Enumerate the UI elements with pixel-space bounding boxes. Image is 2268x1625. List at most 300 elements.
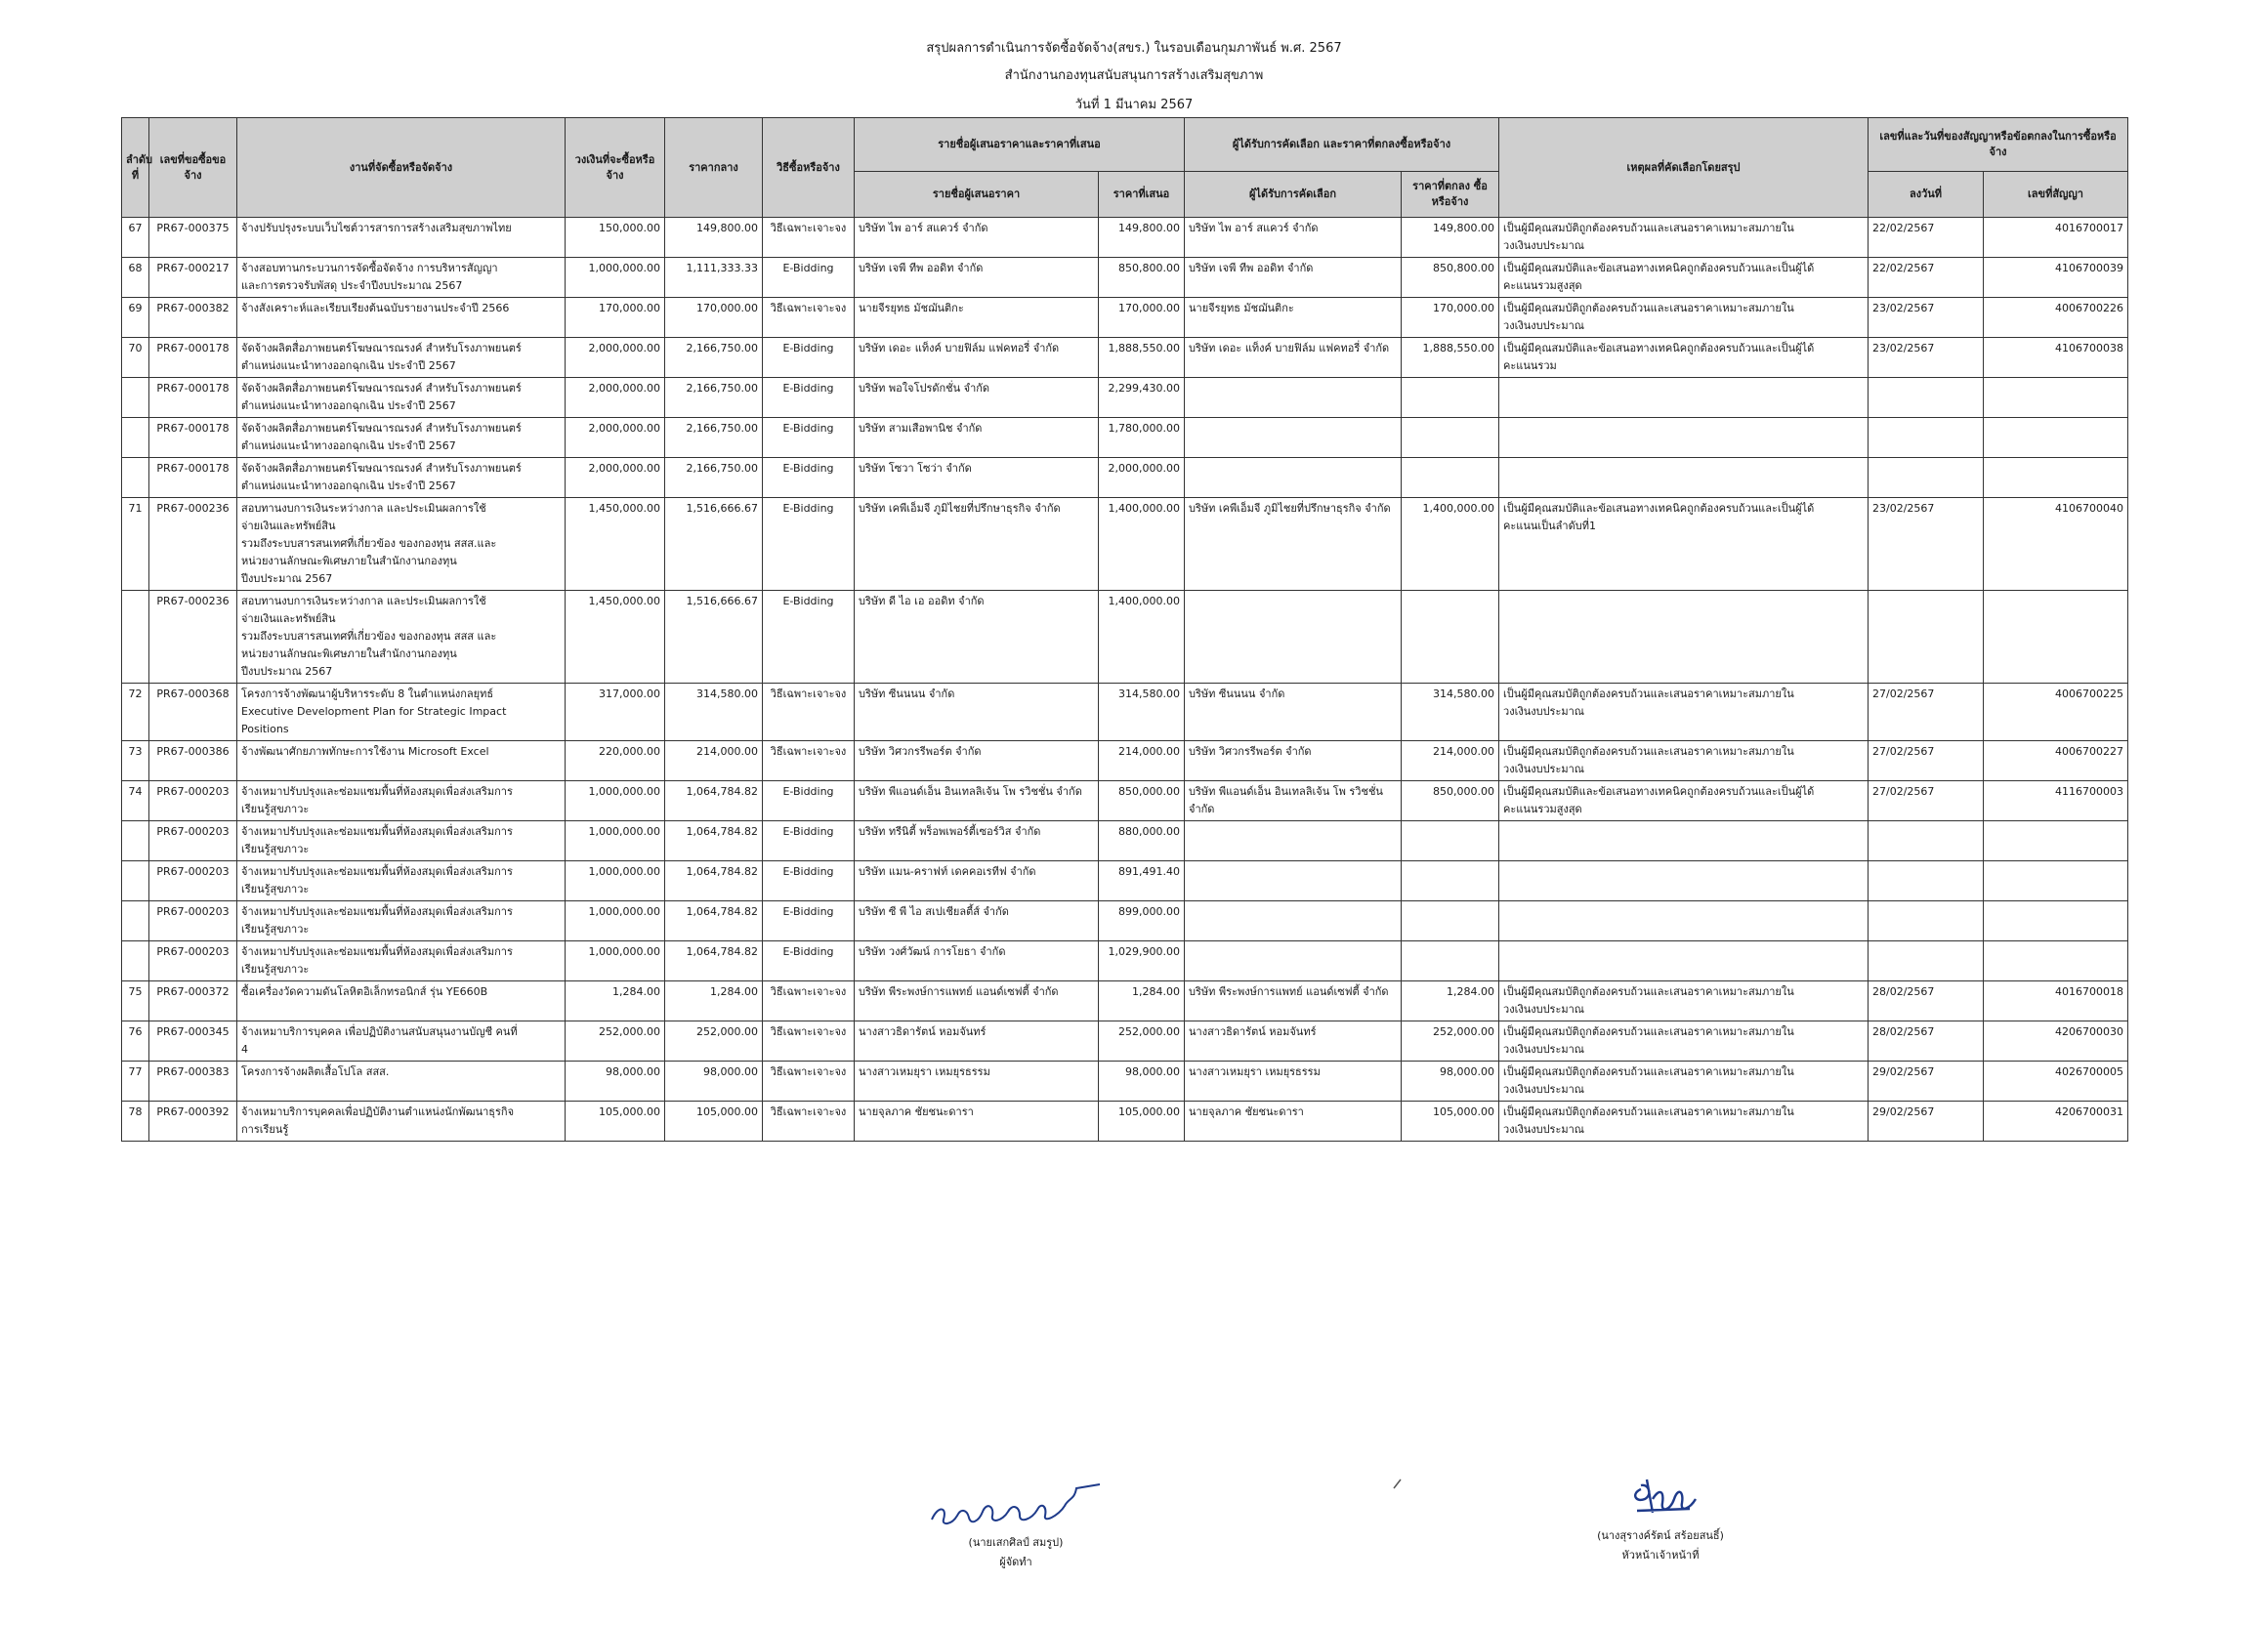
cell-contract-date: 23/02/2567 <box>1869 338 1984 378</box>
cell-method: วิธีเฉพาะเจาะจง <box>763 1021 855 1062</box>
cell-bid-price: 314,580.00 <box>1099 684 1185 741</box>
cell-reason <box>1499 941 1869 981</box>
cell-pr-number: PR67-000203 <box>149 941 237 981</box>
cell-reason: เป็นผู้มีคุณสมบัติถูกต้องครบถ้วนและเสนอราคาเหมาะสมภายใน วงเงินงบประมาณ <box>1499 1021 1869 1062</box>
cell-reason <box>1499 378 1869 418</box>
cell-seq: 68 <box>122 258 149 298</box>
cell-contract-date <box>1869 941 1984 981</box>
cell-method: วิธีเฉพาะเจาะจง <box>763 741 855 781</box>
cell-pr-number: PR67-000203 <box>149 781 237 821</box>
cell-bid-price: 214,000.00 <box>1099 741 1185 781</box>
col-pr: เลขที่ขอซื้อขอจ้าง <box>149 118 237 218</box>
cell-contract-date: 28/02/2567 <box>1869 1021 1984 1062</box>
cell-selected-name <box>1185 591 1402 684</box>
col-agreed-price: ราคาที่ตกลง ซื้อหรือจ้าง <box>1402 172 1499 218</box>
cell-contract-number: 4006700227 <box>1984 741 2128 781</box>
cell-method: E-Bidding <box>763 821 855 861</box>
cell-budget: 2,000,000.00 <box>566 378 665 418</box>
cell-selected-name <box>1185 901 1402 941</box>
cell-agreed-price: 1,284.00 <box>1402 981 1499 1021</box>
cell-contract-number <box>1984 591 2128 684</box>
cell-method: E-Bidding <box>763 258 855 298</box>
cell-work: จ้างเหมาบริการบุคคล เพื่อปฏิบัติงานสนับสนุนงานบัญชี คนที่ 4 <box>237 1021 566 1062</box>
cell-agreed-price <box>1402 821 1499 861</box>
cell-contract-number: 4016700017 <box>1984 218 2128 258</box>
cell-pr-number: PR67-000368 <box>149 684 237 741</box>
cell-contract-date: 23/02/2567 <box>1869 298 1984 338</box>
cell-reason: เป็นผู้มีคุณสมบัติและข้อเสนอทางเทคนิคถูกต้องครบถ้วนและเป็นผู้ได้ คะแนนรวมสูงสุด <box>1499 258 1869 298</box>
cell-contract-number: 4206700031 <box>1984 1102 2128 1142</box>
preparer-name: (นายเสกศิลป์ สมรูป) <box>968 1536 1064 1549</box>
cell-work: โครงการจ้างผลิตเสื้อโปโล สสส. <box>237 1062 566 1102</box>
cell-median-price: 98,000.00 <box>665 1062 763 1102</box>
procurement-table-wrapper <box>121 117 2127 1142</box>
cell-work: จ้างเหมาบริการบุคคลเพื่อปฏิบัติงานตำแหน่งนักพัฒนาธุรกิจ การเรียนรู้ <box>237 1102 566 1142</box>
cell-selected-name <box>1185 418 1402 458</box>
preparer-signature-block <box>899 1477 1133 1572</box>
table-row <box>122 418 2128 458</box>
table-row <box>122 901 2128 941</box>
col-method: วิธีซื้อหรือจ้าง <box>763 118 855 218</box>
cell-agreed-price: 252,000.00 <box>1402 1021 1499 1062</box>
cell-median-price: 149,800.00 <box>665 218 763 258</box>
cell-method: วิธีเฉพาะเจาะจง <box>763 684 855 741</box>
table-row <box>122 591 2128 684</box>
table-row <box>122 498 2128 591</box>
cell-seq <box>122 821 149 861</box>
cell-reason <box>1499 591 1869 684</box>
cell-selected-name: บริษัท ไพ อาร์ สแควร์ จำกัด <box>1185 218 1402 258</box>
preparer-role: ผู้จัดทำ <box>999 1556 1032 1568</box>
cell-seq: 77 <box>122 1062 149 1102</box>
table-row <box>122 378 2128 418</box>
head-signature-block <box>1543 1470 1778 1565</box>
cell-method: วิธีเฉพาะเจาะจง <box>763 218 855 258</box>
cell-bidder-name: บริษัท โซวา โซว่า จำกัด <box>855 458 1099 498</box>
cell-seq: 73 <box>122 741 149 781</box>
cell-contract-date <box>1869 821 1984 861</box>
cell-method: E-Bidding <box>763 498 855 591</box>
cell-contract-number <box>1984 458 2128 498</box>
cell-pr-number: PR67-000178 <box>149 458 237 498</box>
cell-contract-number: 4016700018 <box>1984 981 2128 1021</box>
cell-work: จัดจ้างผลิตสื่อภาพยนตร์โฆษณารณรงค์ สำหรับโรงภาพยนตร์ ตำแหน่งแนะนำทางออกฉุกเฉิน ประจำปี 2567 <box>237 338 566 378</box>
cell-budget: 1,284.00 <box>566 981 665 1021</box>
cell-contract-number: 4206700030 <box>1984 1021 2128 1062</box>
cell-bidder-name: บริษัท พีระพงษ์การแพทย์ แอนด์เซฟตี้ จำกัด <box>855 981 1099 1021</box>
cell-median-price: 1,064,784.82 <box>665 821 763 861</box>
cell-contract-date: 22/02/2567 <box>1869 258 1984 298</box>
cell-contract-number: 4106700039 <box>1984 258 2128 298</box>
cell-pr-number: PR67-000386 <box>149 741 237 781</box>
cell-budget: 1,450,000.00 <box>566 498 665 591</box>
cell-method: E-Bidding <box>763 338 855 378</box>
cell-pr-number: PR67-000178 <box>149 338 237 378</box>
table-row <box>122 258 2128 298</box>
cell-bidder-name: บริษัท ทรีนิตี้ พร็อพเพอร์ตี้เซอร์วิส จำกัด <box>855 821 1099 861</box>
cell-work: โครงการจ้างพัฒนาผู้บริหารระดับ 8 ในตำแหน่งกลยุทธ์ Executive Development Plan for Strategic Impact Positions <box>237 684 566 741</box>
cell-median-price: 1,284.00 <box>665 981 763 1021</box>
cell-bid-price: 170,000.00 <box>1099 298 1185 338</box>
cell-bid-price: 149,800.00 <box>1099 218 1185 258</box>
cell-contract-number <box>1984 941 2128 981</box>
cell-median-price: 1,516,666.67 <box>665 591 763 684</box>
cell-work: จ้างพัฒนาศักยภาพทักษะการใช้งาน Microsoft Excel <box>237 741 566 781</box>
cell-bid-price: 1,888,550.00 <box>1099 338 1185 378</box>
cell-selected-name <box>1185 861 1402 901</box>
cell-work: สอบทานงบการเงินระหว่างกาล และประเมินผลการใช้ จ่ายเงินและทรัพย์สิน รวมถึงระบบสารสนเทศที่เกี่ยวข้อง ของกองทุน สสส.และ หน่วยงานลักษณะพิเศษภายในสำนักงานกองทุน ปีงบประมาณ 2567 <box>237 498 566 591</box>
cell-method: E-Bidding <box>763 861 855 901</box>
cell-seq: 67 <box>122 218 149 258</box>
cell-contract-date: 28/02/2567 <box>1869 981 1984 1021</box>
cell-bidder-name: บริษัท สามเสือพานิช จำกัด <box>855 418 1099 458</box>
cell-bidder-name: บริษัท เดอะ แท็งค์ บายฟิล์ม แฟคทอรี่ จำกัด <box>855 338 1099 378</box>
cell-contract-date: 27/02/2567 <box>1869 684 1984 741</box>
cell-agreed-price: 105,000.00 <box>1402 1102 1499 1142</box>
cell-bid-price: 850,800.00 <box>1099 258 1185 298</box>
cell-agreed-price: 1,888,550.00 <box>1402 338 1499 378</box>
cell-median-price: 252,000.00 <box>665 1021 763 1062</box>
cell-selected-name: บริษัท เจพี ทีพ ออดิท จำกัด <box>1185 258 1402 298</box>
col-work: งานที่จัดซื้อหรือจัดจ้าง <box>237 118 566 218</box>
table-row <box>122 1021 2128 1062</box>
cell-work: จัดจ้างผลิตสื่อภาพยนตร์โฆษณารณรงค์ สำหรับโรงภาพยนตร์ ตำแหน่งแนะนำทางออกฉุกเฉิน ประจำปี 2567 <box>237 378 566 418</box>
cell-contract-date <box>1869 378 1984 418</box>
cell-bid-price: 98,000.00 <box>1099 1062 1185 1102</box>
pen-mark-icon <box>1391 1477 1405 1490</box>
cell-contract-number: 4106700040 <box>1984 498 2128 591</box>
cell-bidder-name: นางสาวธิดารัตน์ หอมจันทร์ <box>855 1021 1099 1062</box>
cell-agreed-price: 850,800.00 <box>1402 258 1499 298</box>
cell-bid-price: 105,000.00 <box>1099 1102 1185 1142</box>
col-bidder-name: รายชื่อผู้เสนอราคา <box>855 172 1099 218</box>
cell-pr-number: PR67-000203 <box>149 901 237 941</box>
col-bid-price: ราคาที่เสนอ <box>1099 172 1185 218</box>
cell-contract-number <box>1984 418 2128 458</box>
cell-agreed-price: 850,000.00 <box>1402 781 1499 821</box>
cell-selected-name: บริษัท เดอะ แท็งค์ บายฟิล์ม แฟคทอรี่ จำกัด <box>1185 338 1402 378</box>
cell-contract-date: 27/02/2567 <box>1869 741 1984 781</box>
cell-seq: 69 <box>122 298 149 338</box>
cell-contract-number <box>1984 821 2128 861</box>
cell-selected-name: นางสาวเหมยุรา เหมยุรธรรม <box>1185 1062 1402 1102</box>
cell-bid-price: 1,400,000.00 <box>1099 591 1185 684</box>
cell-reason <box>1499 458 1869 498</box>
cell-bid-price: 1,400,000.00 <box>1099 498 1185 591</box>
cell-seq <box>122 458 149 498</box>
cell-selected-name: บริษัท พีแอนด์เอ็น อินเทลลิเจ้น โพ รวิชชั่น จำกัด <box>1185 781 1402 821</box>
cell-budget: 220,000.00 <box>566 741 665 781</box>
cell-agreed-price: 314,580.00 <box>1402 684 1499 741</box>
cell-method: E-Bidding <box>763 781 855 821</box>
cell-contract-date: 29/02/2567 <box>1869 1062 1984 1102</box>
cell-work: ซื้อเครื่องวัดความดันโลหิตอิเล็กทรอนิกส์ รุ่น YE660B <box>237 981 566 1021</box>
cell-contract-date <box>1869 901 1984 941</box>
cell-selected-name <box>1185 941 1402 981</box>
cell-bid-price: 850,000.00 <box>1099 781 1185 821</box>
cell-median-price: 1,064,784.82 <box>665 901 763 941</box>
cell-contract-number: 4026700005 <box>1984 1062 2128 1102</box>
preparer-signature-icon <box>918 1477 1113 1533</box>
col-budget: วงเงินที่จะซื้อหรือจ้าง <box>566 118 665 218</box>
cell-pr-number: PR67-000382 <box>149 298 237 338</box>
cell-budget: 1,000,000.00 <box>566 941 665 981</box>
cell-median-price: 2,166,750.00 <box>665 418 763 458</box>
table-row <box>122 298 2128 338</box>
cell-contract-date <box>1869 861 1984 901</box>
cell-bid-price: 2,299,430.00 <box>1099 378 1185 418</box>
cell-contract-date <box>1869 418 1984 458</box>
cell-reason: เป็นผู้มีคุณสมบัติและข้อเสนอทางเทคนิคถูกต้องครบถ้วนและเป็นผู้ได้ คะแนนรวมสูงสุด <box>1499 781 1869 821</box>
document-title: สรุปผลการดำเนินการจัดซื้อจัดจ้าง(สขร.) ในรอบเดือนกุมภาพันธ์ พ.ศ. 2567 <box>926 41 1342 56</box>
cell-method: E-Bidding <box>763 591 855 684</box>
col-median: ราคากลาง <box>665 118 763 218</box>
cell-agreed-price <box>1402 591 1499 684</box>
cell-agreed-price: 170,000.00 <box>1402 298 1499 338</box>
cell-pr-number: PR67-000203 <box>149 861 237 901</box>
cell-bid-price: 880,000.00 <box>1099 821 1185 861</box>
cell-bidder-name: บริษัท ดี ไอ เอ ออดิท จำกัด <box>855 591 1099 684</box>
cell-bidder-name: บริษัท พีแอนด์เอ็น อินเทลลิเจ้น โพ รวิชชั่น จำกัด <box>855 781 1099 821</box>
cell-seq: 75 <box>122 981 149 1021</box>
table-row <box>122 1062 2128 1102</box>
table-header <box>122 118 2128 218</box>
cell-seq <box>122 861 149 901</box>
cell-budget: 252,000.00 <box>566 1021 665 1062</box>
cell-budget: 2,000,000.00 <box>566 458 665 498</box>
cell-contract-date <box>1869 458 1984 498</box>
cell-reason: เป็นผู้มีคุณสมบัติถูกต้องครบถ้วนและเสนอราคาเหมาะสมภายใน วงเงินงบประมาณ <box>1499 298 1869 338</box>
cell-agreed-price <box>1402 941 1499 981</box>
cell-method: E-Bidding <box>763 901 855 941</box>
cell-work: สอบทานงบการเงินระหว่างกาล และประเมินผลการใช้ จ่ายเงินและทรัพย์สิน รวมถึงระบบสารสนเทศที่เกี่ยวข้อง ของกองทุน สสส และ หน่วยงานลักษณะพิเศษภายในสำนักงานกองทุน ปีงบประมาณ 2567 <box>237 591 566 684</box>
cell-bidder-name: บริษัท ซี พี ไอ สเปเชียลตี้ส์ จำกัด <box>855 901 1099 941</box>
cell-budget: 1,000,000.00 <box>566 821 665 861</box>
cell-bid-price: 2,000,000.00 <box>1099 458 1185 498</box>
cell-bidder-name: บริษัท ไพ อาร์ สแควร์ จำกัด <box>855 218 1099 258</box>
cell-work: จ้างเหมาปรับปรุงและซ่อมแซมพื้นที่ห้องสมุดเพื่อส่งเสริมการ เรียนรู้สุขภาวะ <box>237 821 566 861</box>
cell-budget: 98,000.00 <box>566 1062 665 1102</box>
cell-selected-name: บริษัท พีระพงษ์การแพทย์ แอนด์เซฟตี้ จำกัด <box>1185 981 1402 1021</box>
cell-work: จ้างเหมาปรับปรุงและซ่อมแซมพื้นที่ห้องสมุดเพื่อส่งเสริมการ เรียนรู้สุขภาวะ <box>237 901 566 941</box>
head-signature-icon <box>1602 1470 1719 1526</box>
table-row <box>122 821 2128 861</box>
cell-contract-number <box>1984 861 2128 901</box>
cell-median-price: 214,000.00 <box>665 741 763 781</box>
cell-pr-number: PR67-000372 <box>149 981 237 1021</box>
cell-bidder-name: บริษัท วิศวกรรีพอร์ต จำกัด <box>855 741 1099 781</box>
cell-median-price: 1,516,666.67 <box>665 498 763 591</box>
table-row <box>122 781 2128 821</box>
cell-agreed-price: 1,400,000.00 <box>1402 498 1499 591</box>
cell-contract-date: 23/02/2567 <box>1869 498 1984 591</box>
cell-budget: 317,000.00 <box>566 684 665 741</box>
cell-agreed-price <box>1402 458 1499 498</box>
cell-pr-number: PR67-000383 <box>149 1062 237 1102</box>
cell-seq <box>122 418 149 458</box>
cell-bid-price: 1,780,000.00 <box>1099 418 1185 458</box>
cell-method: E-Bidding <box>763 458 855 498</box>
cell-budget: 1,450,000.00 <box>566 591 665 684</box>
cell-work: จ้างเหมาปรับปรุงและซ่อมแซมพื้นที่ห้องสมุดเพื่อส่งเสริมการ เรียนรู้สุขภาวะ <box>237 781 566 821</box>
col-bidders-group: รายชื่อผู้เสนอราคาและราคาที่เสนอ <box>855 118 1185 172</box>
head-role: หัวหน้าเจ้าหน้าที่ <box>1621 1549 1700 1562</box>
procurement-table <box>121 117 2128 1142</box>
cell-work: จัดจ้างผลิตสื่อภาพยนตร์โฆษณารณรงค์ สำหรับโรงภาพยนตร์ ตำแหน่งแนะนำทางออกฉุกเฉิน ประจำปี 2567 <box>237 418 566 458</box>
col-contract-no: เลขที่สัญญา <box>1984 172 2128 218</box>
cell-contract-number <box>1984 378 2128 418</box>
col-contract-group: เลขที่และวันที่ของสัญญาหรือข้อตกลงในการซื้อหรือจ้าง <box>1869 118 2128 172</box>
cell-reason: เป็นผู้มีคุณสมบัติถูกต้องครบถ้วนและเสนอราคาเหมาะสมภายใน วงเงินงบประมาณ <box>1499 1102 1869 1142</box>
cell-selected-name <box>1185 458 1402 498</box>
cell-agreed-price <box>1402 861 1499 901</box>
cell-reason <box>1499 418 1869 458</box>
cell-median-price: 1,064,784.82 <box>665 861 763 901</box>
cell-work: จัดจ้างผลิตสื่อภาพยนตร์โฆษณารณรงค์ สำหรับโรงภาพยนตร์ ตำแหน่งแนะนำทางออกฉุกเฉิน ประจำปี 2567 <box>237 458 566 498</box>
cell-reason: เป็นผู้มีคุณสมบัติถูกต้องครบถ้วนและเสนอราคาเหมาะสมภายใน วงเงินงบประมาณ <box>1499 1062 1869 1102</box>
cell-reason <box>1499 861 1869 901</box>
cell-seq: 78 <box>122 1102 149 1142</box>
document-date: วันที่ 1 มีนาคม 2567 <box>1074 98 1194 112</box>
cell-seq: 71 <box>122 498 149 591</box>
cell-selected-name: นายจุลภาค ชัยชนะดารา <box>1185 1102 1402 1142</box>
cell-median-price: 1,111,333.33 <box>665 258 763 298</box>
table-row <box>122 218 2128 258</box>
cell-pr-number: PR67-000178 <box>149 418 237 458</box>
table-row <box>122 338 2128 378</box>
col-selected-group: ผู้ได้รับการคัดเลือก และราคาที่ตกลงซื้อหรือจ้าง <box>1185 118 1499 172</box>
cell-seq <box>122 591 149 684</box>
cell-seq <box>122 901 149 941</box>
cell-contract-date: 29/02/2567 <box>1869 1102 1984 1142</box>
cell-median-price: 1,064,784.82 <box>665 941 763 981</box>
table-row <box>122 861 2128 901</box>
cell-reason <box>1499 821 1869 861</box>
cell-pr-number: PR67-000375 <box>149 218 237 258</box>
cell-pr-number: PR67-000236 <box>149 591 237 684</box>
cell-reason: เป็นผู้มีคุณสมบัติถูกต้องครบถ้วนและเสนอราคาเหมาะสมภายใน วงเงินงบประมาณ <box>1499 981 1869 1021</box>
cell-agreed-price: 98,000.00 <box>1402 1062 1499 1102</box>
cell-agreed-price <box>1402 378 1499 418</box>
cell-agreed-price: 149,800.00 <box>1402 218 1499 258</box>
cell-contract-number <box>1984 901 2128 941</box>
cell-budget: 2,000,000.00 <box>566 338 665 378</box>
cell-contract-number: 4116700003 <box>1984 781 2128 821</box>
cell-selected-name: บริษัท วิศวกรรีพอร์ต จำกัด <box>1185 741 1402 781</box>
cell-selected-name <box>1185 821 1402 861</box>
cell-contract-date: 27/02/2567 <box>1869 781 1984 821</box>
cell-bidder-name: บริษัท วงศ์วัฒน์ การโยธา จำกัด <box>855 941 1099 981</box>
cell-work: จ้างเหมาปรับปรุงและซ่อมแซมพื้นที่ห้องสมุดเพื่อส่งเสริมการ เรียนรู้สุขภาวะ <box>237 861 566 901</box>
cell-work: จ้างสอบทานกระบวนการจัดซื้อจัดจ้าง การบริหารสัญญา และการตรวจรับพัสดุ ประจำปีงบประมาณ 2567 <box>237 258 566 298</box>
cell-budget: 105,000.00 <box>566 1102 665 1142</box>
cell-pr-number: PR67-000178 <box>149 378 237 418</box>
cell-contract-number: 4106700038 <box>1984 338 2128 378</box>
cell-pr-number: PR67-000236 <box>149 498 237 591</box>
cell-budget: 2,000,000.00 <box>566 418 665 458</box>
cell-bid-price: 891,491.40 <box>1099 861 1185 901</box>
cell-seq <box>122 378 149 418</box>
cell-pr-number: PR67-000345 <box>149 1021 237 1062</box>
cell-method: E-Bidding <box>763 378 855 418</box>
cell-pr-number: PR67-000217 <box>149 258 237 298</box>
cell-reason: เป็นผู้มีคุณสมบัติถูกต้องครบถ้วนและเสนอราคาเหมาะสมภายใน วงเงินงบประมาณ <box>1499 741 1869 781</box>
col-selected-name: ผู้ได้รับการคัดเลือก <box>1185 172 1402 218</box>
cell-budget: 1,000,000.00 <box>566 781 665 821</box>
cell-method: E-Bidding <box>763 418 855 458</box>
cell-pr-number: PR67-000203 <box>149 821 237 861</box>
table-row <box>122 684 2128 741</box>
cell-selected-name: นางสาวธิดารัตน์ หอมจันทร์ <box>1185 1021 1402 1062</box>
cell-median-price: 314,580.00 <box>665 684 763 741</box>
cell-median-price: 2,166,750.00 <box>665 458 763 498</box>
cell-seq: 72 <box>122 684 149 741</box>
cell-method: วิธีเฉพาะเจาะจง <box>763 1062 855 1102</box>
cell-bidder-name: บริษัท พอใจโปรดักชั่น จำกัด <box>855 378 1099 418</box>
cell-budget: 1,000,000.00 <box>566 861 665 901</box>
cell-bid-price: 899,000.00 <box>1099 901 1185 941</box>
cell-selected-name: บริษัท ซีนนนน จำกัด <box>1185 684 1402 741</box>
cell-budget: 170,000.00 <box>566 298 665 338</box>
cell-method: E-Bidding <box>763 941 855 981</box>
cell-reason: เป็นผู้มีคุณสมบัติและข้อเสนอทางเทคนิคถูกต้องครบถ้วนและเป็นผู้ได้ คะแนนรวม <box>1499 338 1869 378</box>
head-name: (นางสุรางค์รัตน์ สร้อยสนธิ์) <box>1597 1529 1724 1542</box>
cell-reason <box>1499 901 1869 941</box>
cell-agreed-price <box>1402 901 1499 941</box>
cell-work: จ้างสังเคราะห์และเรียบเรียงต้นฉบับรายงานประจำปี 2566 <box>237 298 566 338</box>
cell-method: วิธีเฉพาะเจาะจง <box>763 298 855 338</box>
table-row <box>122 981 2128 1021</box>
cell-median-price: 2,166,750.00 <box>665 378 763 418</box>
organization-name: สำนักงานกองทุนสนับสนุนการสร้างเสริมสุขภาพ <box>1004 68 1264 83</box>
cell-reason: เป็นผู้มีคุณสมบัติถูกต้องครบถ้วนและเสนอราคาเหมาะสมภายใน วงเงินงบประมาณ <box>1499 218 1869 258</box>
cell-contract-date: 22/02/2567 <box>1869 218 1984 258</box>
cell-seq <box>122 941 149 981</box>
cell-seq: 70 <box>122 338 149 378</box>
col-contract-date: ลงวันที่ <box>1869 172 1984 218</box>
cell-seq: 76 <box>122 1021 149 1062</box>
cell-budget: 150,000.00 <box>566 218 665 258</box>
cell-median-price: 2,166,750.00 <box>665 338 763 378</box>
cell-method: วิธีเฉพาะเจาะจง <box>763 981 855 1021</box>
table-row <box>122 941 2128 981</box>
col-reason: เหตุผลที่คัดเลือกโดยสรุป <box>1499 118 1869 218</box>
table-row <box>122 1102 2128 1142</box>
cell-seq: 74 <box>122 781 149 821</box>
cell-bid-price: 252,000.00 <box>1099 1021 1185 1062</box>
cell-selected-name: นายจีรยุทธ มัชฌันติกะ <box>1185 298 1402 338</box>
cell-bidder-name: บริษัท แมน-คราฟท์ เดคคอเรทีฟ จำกัด <box>855 861 1099 901</box>
cell-selected-name <box>1185 378 1402 418</box>
cell-work: จ้างเหมาปรับปรุงและซ่อมแซมพื้นที่ห้องสมุดเพื่อส่งเสริมการ เรียนรู้สุขภาวะ <box>237 941 566 981</box>
cell-bidder-name: นางสาวเหมยุรา เหมยุรธรรม <box>855 1062 1099 1102</box>
cell-contract-number: 4006700225 <box>1984 684 2128 741</box>
cell-pr-number: PR67-000392 <box>149 1102 237 1142</box>
cell-selected-name: บริษัท เคพีเอ็มจี ภูมิไชยที่ปรึกษาธุรกิจ จำกัด <box>1185 498 1402 591</box>
cell-reason: เป็นผู้มีคุณสมบัติและข้อเสนอทางเทคนิคถูกต้องครบถ้วนและเป็นผู้ได้ คะแนนเป็นลำดับที่1 <box>1499 498 1869 591</box>
cell-agreed-price: 214,000.00 <box>1402 741 1499 781</box>
cell-median-price: 170,000.00 <box>665 298 763 338</box>
cell-bid-price: 1,284.00 <box>1099 981 1185 1021</box>
cell-bidder-name: นายจุลภาค ชัยชนะดารา <box>855 1102 1099 1142</box>
cell-bid-price: 1,029,900.00 <box>1099 941 1185 981</box>
cell-median-price: 105,000.00 <box>665 1102 763 1142</box>
col-seq: ลำดับที่ <box>122 118 149 218</box>
cell-work: จ้างปรับปรุงระบบเว็บไซต์วารสารการสร้างเสริมสุขภาพไทย <box>237 218 566 258</box>
cell-bidder-name: บริษัท ซีนนนน จำกัด <box>855 684 1099 741</box>
cell-contract-date <box>1869 591 1984 684</box>
cell-bidder-name: บริษัท เคพีเอ็มจี ภูมิไชยที่ปรึกษาธุรกิจ จำกัด <box>855 498 1099 591</box>
